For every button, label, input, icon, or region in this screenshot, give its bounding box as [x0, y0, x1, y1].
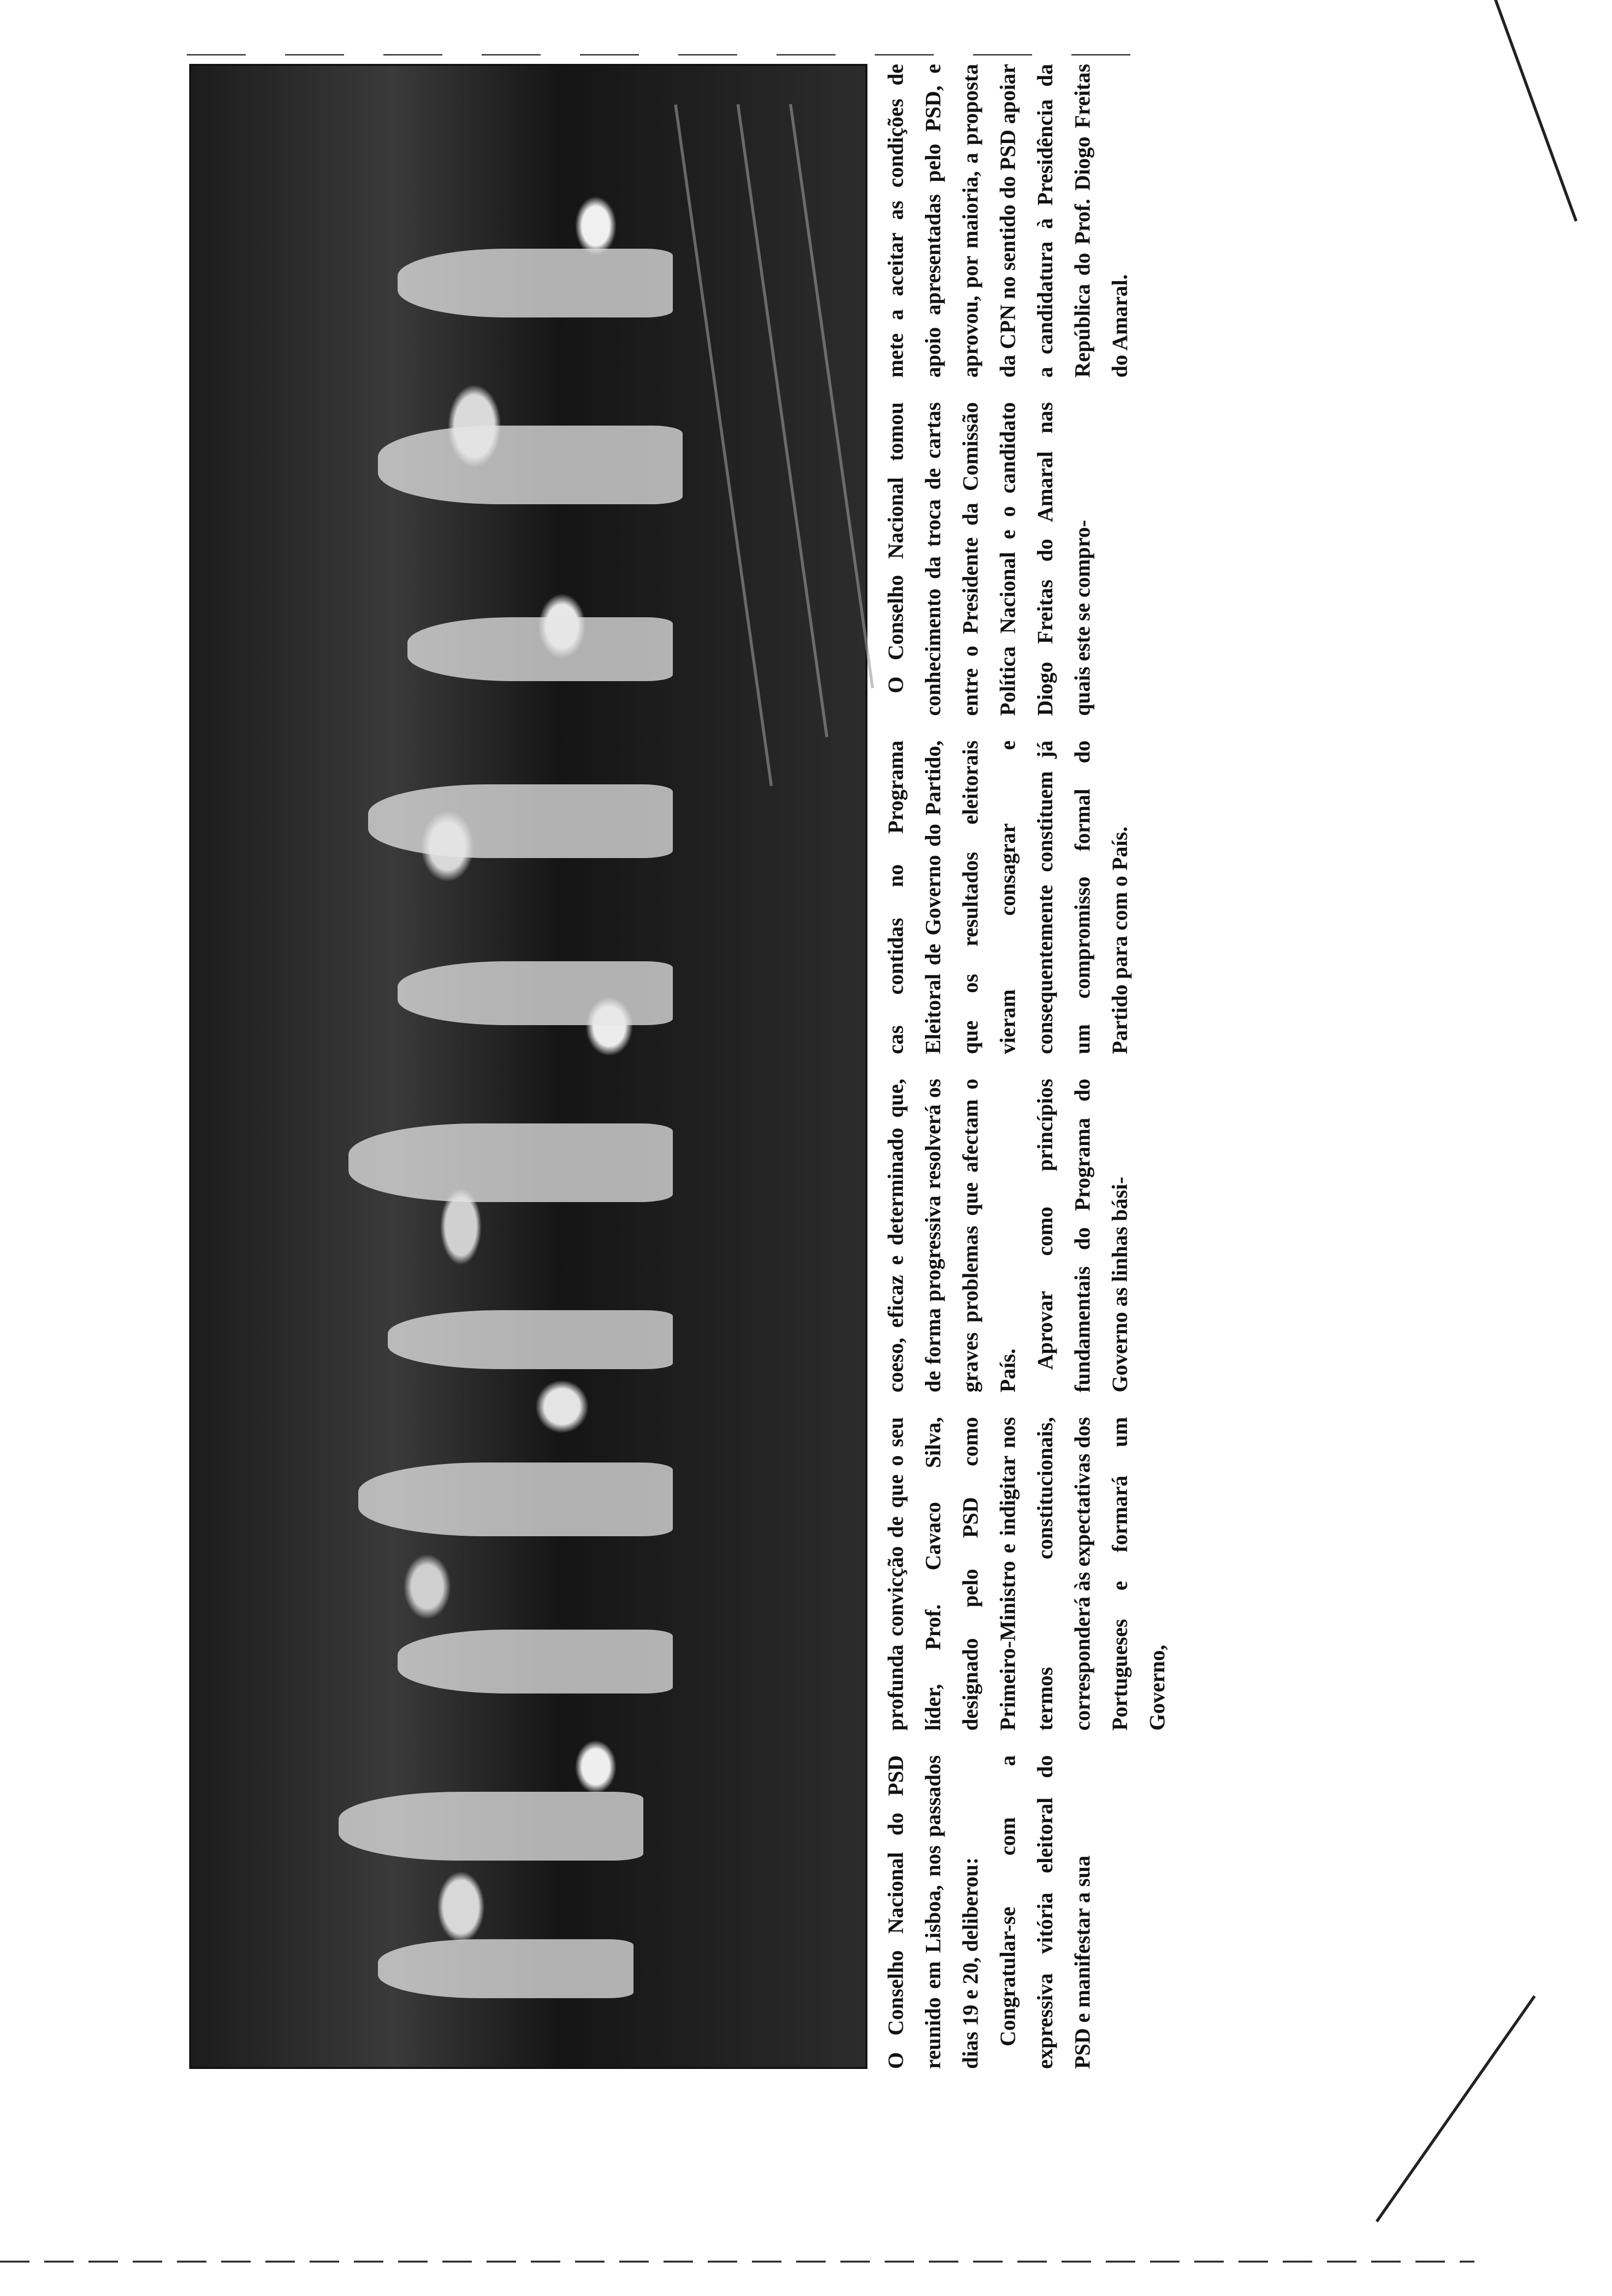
group-photo: [189, 64, 867, 2069]
photo-figure: [407, 617, 673, 681]
paragraph: O Conselho Nacional do PSD reunido em Lisboa, nos passados dias 19 e 20, deliberou:: [884, 1755, 982, 2069]
photo-figure: [348, 1123, 673, 1202]
photo-figure: [398, 961, 673, 1025]
paragraph: O Conselho Nacional tomou conhecimento da troca de cartas entre o Presidente da Comissão Política Nacional e o candidato Diogo Freitas do Amaral nas quais este se compro-: [884, 402, 1094, 716]
article-column-1: [877, 1755, 1152, 2069]
photo-figure: [398, 249, 673, 317]
article-column-2: [877, 1417, 1169, 1731]
paragraph: Aprovar como princípios fundamentais do Programa do Governo as linhas bási-: [1033, 1079, 1132, 1393]
paragraph: profunda convicção de que o seu líder, Prof. Cavaco Silva, designado pelo PSD como Primeiro-Ministro e indigitar nos termos constitucionais, corresponderá às expectativas dos Portugueses e formará um Governo,: [884, 1417, 1169, 1731]
copy-edge-diagonal-top: [1494, 0, 1578, 222]
copy-edge-bottom: [0, 2261, 1474, 2263]
copy-edge-diagonal-bottom: [1376, 1995, 1536, 2222]
paragraph: coeso, eficaz e determinado que, de forma progressiva resolverá os graves problemas que afectam o País.: [884, 1079, 1020, 1393]
paragraph: mete a aceitar as condições de apoio apresentadas pelo PSD, e aprovou, por maioria, a proposta da CPN no sentido do PSD apoiar a candidatura à Presidência da República do Prof. Diogo Freitas do Amaral.: [884, 64, 1132, 378]
article-column-3: [877, 1079, 1152, 1392]
newspaper-clipping: [189, 64, 1169, 2069]
photo-stripe: [674, 104, 773, 786]
photo-figure: [388, 1310, 673, 1369]
copy-edge-top: [187, 54, 1170, 56]
photo-stripe: [789, 104, 874, 688]
photo-figure: [339, 1792, 643, 1861]
photo-figure: [378, 426, 683, 504]
paragraph: cas contidas no Programa Eleitoral de Governo do Partido, que os resultados eleitorais vieram consagrar e consequentemente constituem já um compromisso formal do Partido para com o País.: [884, 740, 1132, 1055]
article-column-5: [877, 402, 1152, 716]
paragraph: Congratular-se com a expressiva vitória eleitoral do PSD e manifestar a sua: [996, 1755, 1094, 2069]
article-text: [877, 64, 1169, 2069]
photo-figure: [368, 784, 673, 858]
article-column-4: [877, 741, 1152, 1054]
photo-figure: [358, 1463, 673, 1536]
article-column-6: [877, 64, 1152, 377]
photo-figure: [378, 1939, 633, 1998]
photo-figure: [398, 1630, 673, 1693]
